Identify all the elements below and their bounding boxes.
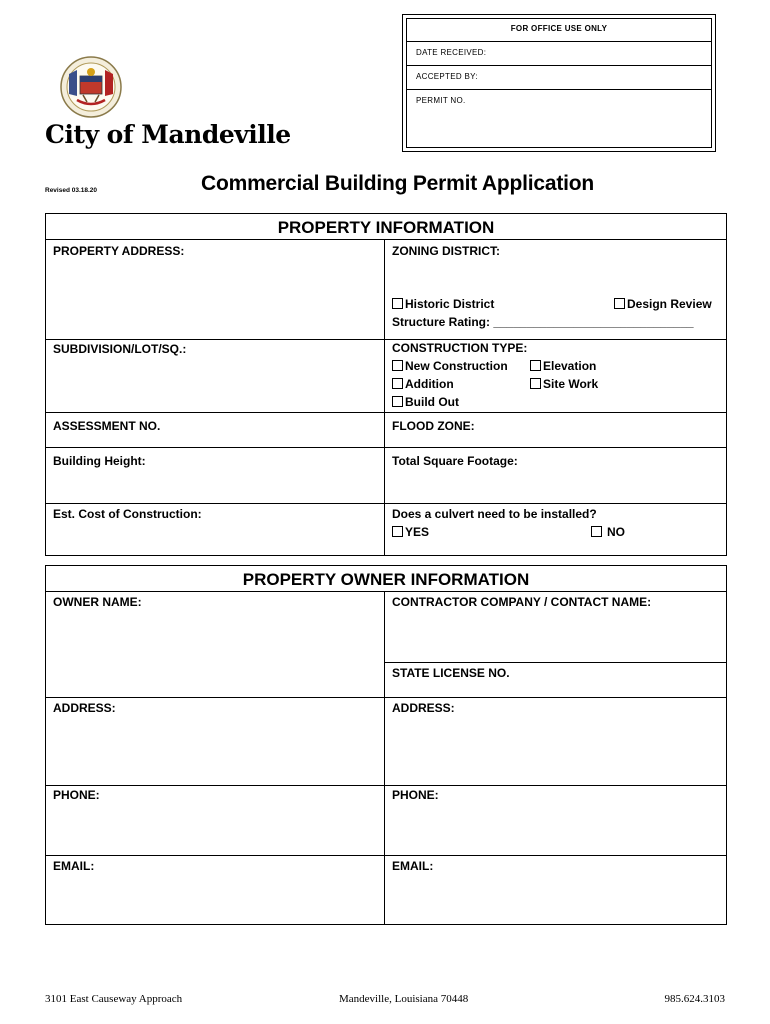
property-information-title: PROPERTY INFORMATION [277,218,495,237]
structure-rating-field[interactable]: Structure Rating: ______________________________ [392,315,694,329]
historic-district-checkbox[interactable] [392,298,403,309]
column-divider [384,239,385,555]
divider [46,591,726,592]
new-construction-option[interactable] [392,359,508,373]
zoning-district-label: ZONING DISTRICT: [392,244,500,258]
site-work-checkbox[interactable] [530,378,541,389]
footer-city: Mandeville, Louisiana 70448 [339,993,469,1005]
site-work-label: Site Work [543,377,599,391]
divider [384,662,726,663]
footer-phone: 985.624.3103 [664,993,725,1005]
design-review-checkbox[interactable] [614,298,625,309]
divider [46,785,726,786]
contractor-address-label: ADDRESS: [392,701,455,715]
divider [46,339,726,340]
contractor-email-label: EMAIL: [392,859,434,873]
property-address-label: PROPERTY ADDRESS: [53,244,185,258]
est-cost-label: Est. Cost of Construction: [53,507,202,521]
design-review-label: Design Review [627,297,712,311]
owner-email-label: EMAIL: [53,859,95,873]
total-square-footage-label: Total Square Footage: [392,454,518,468]
date-received-label: DATE RECEIVED: [416,48,487,57]
date-received-field[interactable] [407,42,711,66]
office-use-title: FOR OFFICE USE ONLY [510,24,608,33]
column-divider [384,591,385,924]
new-construction-label: New Construction [405,359,508,373]
city-seal-logo [47,54,135,120]
contractor-phone-label: PHONE: [392,788,439,802]
property-owner-section [45,565,727,925]
elevation-checkbox[interactable] [530,360,541,371]
permit-no-field[interactable] [407,90,711,146]
owner-name-label: OWNER NAME: [53,595,142,609]
divider [46,503,726,504]
historic-district-label: Historic District [405,297,495,311]
historic-district-option[interactable] [392,297,494,311]
office-use-header [407,19,711,42]
divider [46,855,726,856]
culvert-no-label: NO [607,525,625,539]
permit-no-label: PERMIT NO. [416,96,466,105]
contractor-label: CONTRACTOR COMPANY / CONTACT NAME: [392,595,652,609]
accepted-by-label: ACCEPTED BY: [416,72,478,81]
flood-zone-label: FLOOD ZONE: [392,419,475,433]
culvert-yes-option[interactable] [392,525,429,539]
culvert-yes-label: YES [405,525,430,539]
property-owner-title: PROPERTY OWNER INFORMATION [242,570,530,589]
subdivision-label: SUBDIVISION/LOT/SQ.: [53,342,187,356]
divider [46,239,726,240]
new-construction-checkbox[interactable] [392,360,403,371]
elevation-label: Elevation [543,359,597,373]
property-information-section [45,213,727,556]
building-height-label: Building Height: [53,454,146,468]
culvert-yes-checkbox[interactable] [392,526,403,537]
design-review-option[interactable] [614,297,712,311]
owner-phone-label: PHONE: [53,788,100,802]
build-out-checkbox[interactable] [392,396,403,407]
divider [46,447,726,448]
assessment-no-label: ASSESSMENT NO. [53,419,161,433]
divider [46,697,726,698]
owner-address-label: ADDRESS: [53,701,116,715]
culvert-no-option[interactable] [591,525,625,539]
footer-street: 3101 East Causeway Approach [45,993,183,1005]
addition-label: Addition [405,377,454,391]
accepted-by-field[interactable] [407,66,711,90]
addition-option[interactable] [392,377,454,391]
culvert-no-checkbox[interactable] [591,526,602,537]
city-name: City of Mandeville [45,120,291,149]
site-work-option[interactable] [530,377,598,391]
build-out-option[interactable] [392,395,459,409]
addition-checkbox[interactable] [392,378,403,389]
build-out-label: Build Out [405,395,459,409]
revised-date: Revised 03.18.20 [45,187,98,194]
state-license-label: STATE LICENSE NO. [392,666,510,680]
culvert-question: Does a culvert need to be installed? [392,507,597,521]
construction-type-label: CONSTRUCTION TYPE: [392,341,528,355]
elevation-option[interactable] [530,359,596,373]
divider [46,412,726,413]
document-title: Commercial Building Permit Application [201,172,595,195]
office-use-box [402,14,716,152]
